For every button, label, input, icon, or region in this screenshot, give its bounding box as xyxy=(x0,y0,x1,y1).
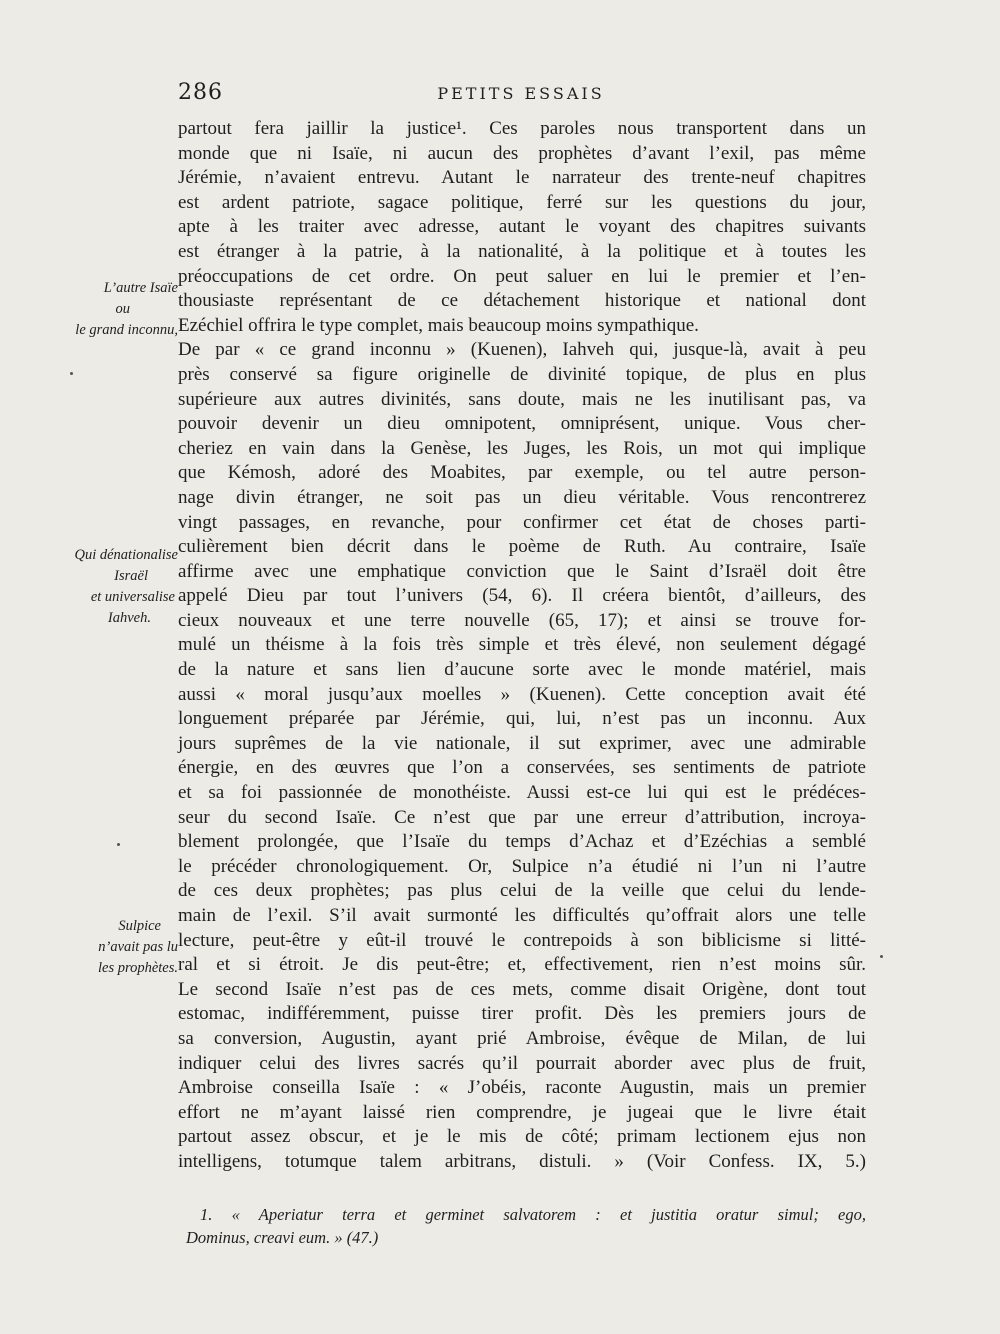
text-line: main de l’exil. S’il avait surmonté les difficultés qu’offrait alors une telle xyxy=(178,905,866,926)
sidenote-line: n’avait pas lu xyxy=(98,939,178,955)
ink-speck xyxy=(70,372,73,375)
text-line: que Kémosh, adoré des Moabites, par exemple, ou tel autre person- xyxy=(178,462,866,484)
sidenote-denationalise xyxy=(74,545,178,629)
running-head: PETITS ESSAIS xyxy=(437,84,605,103)
ink-speck xyxy=(880,955,883,958)
text-line: mulé un théisme à la fois très simple et très élevé, non seulement dégagé xyxy=(178,634,866,656)
text-line: nage divin étranger, ne soit pas un dieu véritable. Vous rencontrerez xyxy=(178,486,866,508)
text-line: supérieure aux autres divinités, sans doute, mais ne les inutilisant pas, va xyxy=(178,388,866,410)
sidenote-line: Israël xyxy=(114,568,148,584)
text-line: partout assez obscur, et je le mis de côté; primam lectionem ejus non xyxy=(178,1126,866,1148)
body-text xyxy=(178,117,866,1175)
text-line: Ezéchiel offrira le type complet, mais beaucoup moins sympathique. xyxy=(178,314,699,336)
text-line: apte à les traiter avec adresse, autant le voyant des chapitres suivants xyxy=(178,216,866,238)
text-line: cieux nouveaux et une terre nouvelle (65, 17); et ainsi se trouve for- xyxy=(178,609,866,631)
sidenote-line: Sulpice xyxy=(118,918,161,934)
sidenote-line: Iahveh. xyxy=(107,610,151,626)
text-line: longuement préparée par Jérémie, qui, lui, n’est pas un inconnu. Aux xyxy=(178,708,866,730)
footnote-line: 1. « Aperiatur terra et germinet salvatorem : et justitia oratur simul; ego, xyxy=(200,1205,866,1224)
text-line: pouvoir devenir un dieu omnipotent, omniprésent, unique. Vous cher- xyxy=(178,413,866,435)
text-line: est étranger à la patrie, à la nationalité, à la politique et à toutes les xyxy=(178,240,866,262)
text-line: Jérémie, n’avaient entrevu. Autant le narrateur des trente-neuf chapitres xyxy=(178,167,866,189)
text-line: jours suprêmes de la vie nationale, il sut exprimer, avec une admirable xyxy=(178,732,866,754)
text-line: seur du second Isaïe. Ce n’est que par une erreur d’attribution, incroya- xyxy=(178,806,866,828)
text-line: Le second Isaïe n’est pas de ces mets, comme disait Origène, dont tout xyxy=(178,978,866,1000)
text-line: cheriez en vain dans la Genèse, les Juges, les Rois, un mot qui implique xyxy=(178,437,866,459)
sidenote-line: L’autre Isaïe xyxy=(103,280,178,296)
text-line: estomac, indifféremment, puisse tirer profit. Dès les premiers jours de xyxy=(178,1003,866,1025)
sidenote-line: et universalise xyxy=(90,589,175,605)
sidenote-line: le grand inconnu, xyxy=(75,322,178,338)
page-number: 286 xyxy=(178,80,223,105)
text-line: thousiaste représentant de ce détachement historique et national dont xyxy=(178,290,866,312)
text-line: appelé Dieu par tout l’univers (54, 6). Il créera bientôt, d’ailleurs, des xyxy=(178,585,866,607)
text-line: vingt passages, en revanche, pour confirmer cet état de choses parti- xyxy=(178,511,866,533)
text-line: indiquer celui des livres sacrés qu’il pourrait aborder avec plus de fruit, xyxy=(178,1052,866,1074)
text-line: aussi « moral jusqu’aux moelles » (Kuenen). Cette conception avait été xyxy=(178,683,866,705)
text-line: de ces deux prophètes; pas plus celui de la veille que celui du lende- xyxy=(178,880,866,902)
footnote-line: Dominus, creavi eum. » (47.) xyxy=(186,1228,379,1247)
text-line: ral et si étroit. Je dis peut-être; et, effectivement, rien n’est moins sûr. xyxy=(178,954,866,976)
text-line: lecture, peut-être y eût-il trouvé le contrepoids à son biblicisme si litté- xyxy=(178,929,866,951)
sidenote-sulpice xyxy=(98,916,178,979)
page-header xyxy=(178,80,864,114)
text-line: intelligens, totumque talem arbitrans, distuli. » (Voir Confess. IX, 5.) xyxy=(178,1150,866,1172)
text-line: sa conversion, Augustin, ayant prié Ambroise, évêque de Milan, de lui xyxy=(178,1027,866,1049)
text-line: le précéder chronologiquement. Or, Sulpice n’a étudié ni l’un ni l’autre xyxy=(178,855,866,877)
text-line: près conservé sa figure originelle de divinité topique, de plus en plus xyxy=(178,363,866,385)
text-line: partout fera jaillir la justice¹. Ces paroles nous transportent dans un xyxy=(178,118,866,139)
text-line: effort ne m’ayant laissé rien comprendre, je jugeai que le livre était xyxy=(178,1101,866,1123)
sidenote-line: ou xyxy=(115,301,130,317)
text-line: de la nature et sans lien d’aucune sorte avec le monde matériel, mais xyxy=(178,659,866,681)
sidenote-line: Qui dénationalise xyxy=(74,547,178,563)
text-line: préoccupations de cet ordre. On peut saluer en lui le premier et l’en- xyxy=(178,265,866,287)
sidenote-line: les prophètes. xyxy=(97,960,178,976)
text-line: blement prolongée, que l’Isaïe du temps d’Achaz et d’Ezéchias a semblé xyxy=(178,831,866,853)
text-line: est ardent patriote, sagace politique, ferré sur les questions du jour, xyxy=(178,191,866,213)
footnote xyxy=(178,1203,866,1249)
text-line: culièrement bien décrit dans le poème de Ruth. Au contraire, Isaïe xyxy=(178,536,866,558)
text-line: affirme avec une emphatique conviction que le Saint d’Israël doit être xyxy=(178,560,866,582)
ink-speck xyxy=(117,843,120,846)
sidenote-autre-isaie xyxy=(75,278,178,341)
text-line: énergie, en des œuvres que l’on a conservées, ses sentiments de patriote xyxy=(178,757,866,779)
text-line: monde que ni Isaïe, ni aucun des prophètes d’avant l’exil, pas même xyxy=(178,142,866,164)
text-line: De par « ce grand inconnu » (Kuenen), Iahveh qui, jusque-là, avait à peu xyxy=(178,339,866,361)
text-line: et sa foi passionnée de monothéiste. Aussi est-ce lui qui est le prédéces- xyxy=(178,782,866,804)
text-line: Ambroise conseilla Isaïe : « J’obéis, raconte Augustin, mais un premier xyxy=(178,1077,866,1099)
